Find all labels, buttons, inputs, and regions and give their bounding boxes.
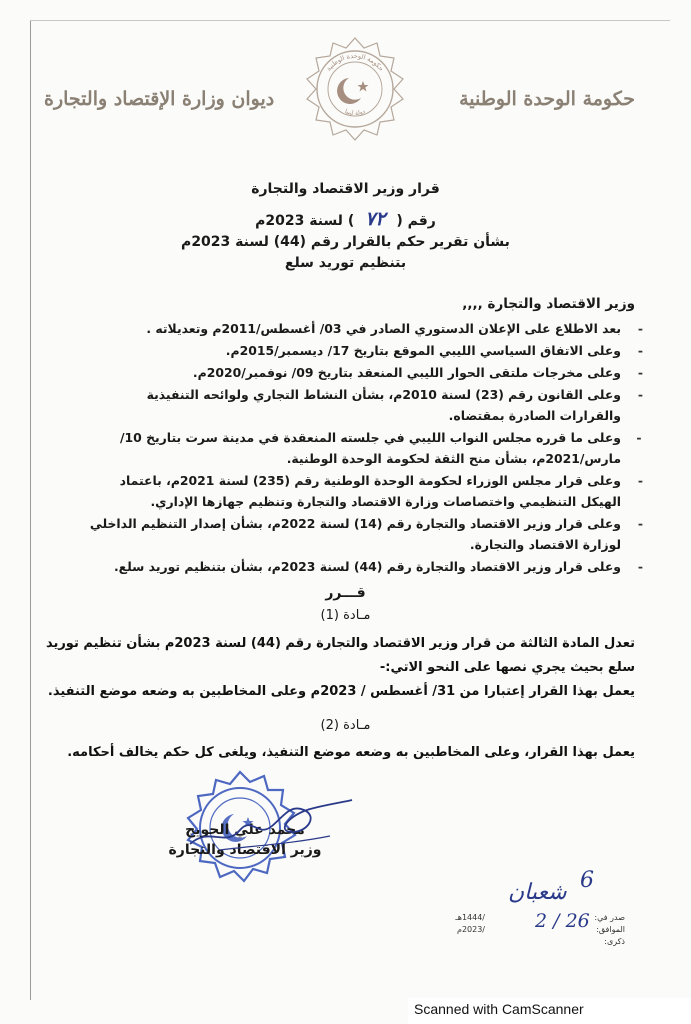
page-edge-top (30, 20, 670, 21)
article-2-heading: مـادة (2) (320, 718, 371, 733)
reference-item: - وعلى قرار مجلس الوزراء لحكومة الوحدة الوطنية رقم (235) لسنة 2021م، باعتماد الهيكل التنظيمي واختصاصات وزارة الاقتصاد والتجارة وتنظيم جهازها الإداري. (83, 470, 643, 512)
decision-subject: بشأن تقرير حكم بالقرار رقم (44) لسنة 2023م (181, 234, 510, 250)
reference-item: - وعلى الاتفاق السياسي الليبي الموقع بتاريخ 17/ ديسمبر/2015م. (83, 340, 643, 361)
reference-item: - وعلى قرار وزير الاقتصاد والتجارة رقم (44) لسنة 2023م، بشأن بتنظيم توريد سلع. (83, 556, 643, 577)
article-1-text: تعدل المادة الثالثة من قرار وزير الاقتصاد والتجارة رقم (44) لسنة 2023م بشأن تنظيم توريد سلع بحيث يجري نصها على النحو الاتي:- (45, 636, 635, 675)
seal-text-bottom: دولة ليبيا (343, 107, 367, 117)
ministry-name: ديوان وزارة الإقتصاد والتجارة (44, 88, 275, 110)
handwritten-month: شعبان (508, 880, 567, 905)
scanner-watermark (408, 998, 691, 1024)
reference-item: - وعلى ما قرره مجلس النواب الليبي في جلسته المنعقدة في مدينة سرت بتاريخ 10/مارس/2021م، بشأن منح الثقة لحكومة الوحدة الوطنية. (83, 427, 643, 469)
article-1-body (45, 632, 635, 704)
article-1-heading: مـادة (1) (320, 608, 371, 623)
scanner-text: Scanned with CamScanner (414, 1001, 584, 1017)
decision-word: قـــرر (325, 585, 366, 601)
seal-text-top: حكومة الوحدة الوطنية (324, 51, 386, 73)
decision-number: ٧٢ (365, 208, 386, 230)
hijri-year: /1444هـ (455, 913, 485, 922)
svg-text:دولة ليبيا (344, 108, 367, 117)
article-1-effective: يعمل بهذا القرار إعتبارا من 31/ أغسطس / 2023م وعلى المخاطبين به وضعه موضع التنفيذ. (47, 684, 635, 699)
reference-item: - وعلى القانون رقم (23) لسنة 2010م، بشأن النشاط التجاري ولوائحه التنفيذية والقرارات الصادرة بمقتضاه. (83, 384, 643, 426)
article-2-text: يعمل بهذا القرار، وعلى المخاطبين به وضعه موضع التنفيذ، ويلغى كل حكم يخالف أحكامه. (67, 745, 635, 760)
government-name: حكومة الوحدة الوطنية (459, 88, 635, 110)
page-edge-left (30, 20, 31, 1000)
gregorian-year: /2023م (456, 925, 485, 934)
government-seal-icon (300, 34, 410, 144)
number-prefix: رقم ( (396, 213, 436, 229)
decision-number-line (0, 208, 691, 230)
reference-item: - وعلى مخرجات ملتقى الحوار الليبي المنعقد بتاريخ 09/ نوفمبر/2020م. (83, 362, 643, 383)
decision-title: قرار وزير الاقتصاد والتجارة (251, 181, 440, 197)
signatory-name: محمد علي الحويج (185, 822, 305, 838)
number-suffix: ) لسنة 2023م (255, 213, 355, 229)
issued-label: صدر في: (594, 913, 625, 922)
signatory-title: وزير الاقتصاد والتجارة (168, 842, 322, 858)
references-list (83, 318, 643, 578)
reference-item: - وعلى قرار وزير الاقتصاد والتجارة رقم (14) لسنة 2022م، بشأن إصدار التنظيم الداخلي لوزارة الاقتصاد والتجارة. (83, 513, 643, 555)
handwritten-day: 6 (580, 868, 594, 893)
remembrance-label: ذكرى: (604, 937, 625, 946)
handwritten-signature-icon (180, 786, 360, 866)
salutation: وزير الاقتصاد والتجارة ,,,, (462, 296, 635, 312)
reference-item: - بعد الاطلاع على الإعلان الدستوري الصادر في 03/ أغسطس/2011م وتعديلاته . (83, 318, 643, 339)
handwritten-date: 2 / 26 (535, 910, 590, 932)
corresponding-label: الموافق: (596, 925, 625, 934)
decision-subject-2: بتنظيم توريد سلع (284, 255, 407, 271)
